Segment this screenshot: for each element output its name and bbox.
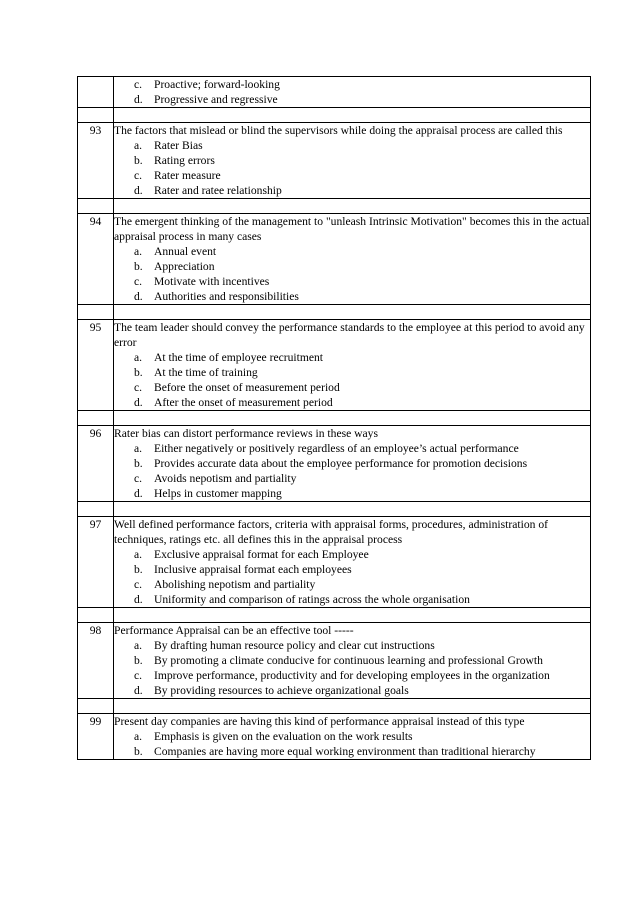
question-body-cell <box>114 320 591 411</box>
continuation-number-cell <box>78 77 114 108</box>
option-item <box>134 471 590 486</box>
separator-body-cell <box>114 305 591 320</box>
question-row <box>78 714 591 760</box>
option-letter: a. <box>134 548 143 561</box>
option-letter: d. <box>134 487 143 500</box>
question-number: 98 <box>78 623 114 699</box>
continuation-row <box>78 77 591 108</box>
question-text: The team leader should convey the performance standards to the employee at this period to avoid any error <box>114 321 585 349</box>
option-text: Before the onset of measurement period <box>154 381 340 394</box>
separator-row <box>78 108 591 123</box>
question-number: 97 <box>78 517 114 608</box>
option-text: Authorities and responsibilities <box>154 290 299 303</box>
option-text: Inclusive appraisal format each employees <box>154 563 352 576</box>
option-text: Helps in customer mapping <box>154 487 282 500</box>
question-row <box>78 123 591 199</box>
option-text: Motivate with incentives <box>154 275 270 288</box>
question-number: 96 <box>78 426 114 502</box>
option-letter: a. <box>134 639 143 652</box>
option-text: Emphasis is given on the evaluation on the work results <box>154 730 413 743</box>
option-text: At the time of training <box>154 366 258 379</box>
separator-number-cell <box>78 699 114 714</box>
option-text: By promoting a climate conducive for continuous learning and professional Growth <box>154 654 543 667</box>
question-text: Performance Appraisal can be an effective tool ----- <box>114 624 354 637</box>
option-letter: c. <box>134 669 143 682</box>
separator-number-cell <box>78 108 114 123</box>
separator-body-cell <box>114 608 591 623</box>
question-number: 93 <box>78 123 114 199</box>
option-letter: b. <box>134 745 143 758</box>
option-item <box>134 350 590 365</box>
options-list <box>114 138 590 198</box>
continuation-options-cell <box>114 77 591 108</box>
option-text: Uniformity and comparison of ratings across the whole organisation <box>154 593 470 606</box>
separator-row <box>78 199 591 214</box>
option-item <box>134 456 590 471</box>
separator-body-cell <box>114 199 591 214</box>
question-text: Rater bias can distort performance reviews in these ways <box>114 427 378 440</box>
option-letter: a. <box>134 442 143 455</box>
question-row <box>78 214 591 305</box>
option-item <box>134 92 590 107</box>
option-item <box>134 259 590 274</box>
option-letter: c. <box>134 78 143 91</box>
option-item <box>134 168 590 183</box>
option-text: Proactive; forward-looking <box>154 78 280 91</box>
option-letter: c. <box>134 472 143 485</box>
option-letter: c. <box>134 578 143 591</box>
option-text: By drafting human resource policy and clear cut instructions <box>154 639 435 652</box>
option-item <box>134 274 590 289</box>
option-letter: b. <box>134 366 143 379</box>
option-text: Companies are having more equal working environment than traditional hierarchy <box>154 745 536 758</box>
question-body-cell <box>114 426 591 502</box>
question-body-cell <box>114 517 591 608</box>
option-item <box>134 653 590 668</box>
option-item <box>134 668 590 683</box>
options-list <box>114 729 590 759</box>
options-list <box>114 547 590 607</box>
option-text: By providing resources to achieve organizational goals <box>154 684 409 697</box>
option-letter: d. <box>134 396 143 409</box>
option-text: Exclusive appraisal format for each Employee <box>154 548 369 561</box>
separator-row <box>78 699 591 714</box>
question-table-body <box>78 77 591 760</box>
question-body-cell <box>114 714 591 760</box>
option-text: Appreciation <box>154 260 215 273</box>
option-letter: c. <box>134 381 143 394</box>
option-letter: a. <box>134 139 143 152</box>
option-text: Abolishing nepotism and partiality <box>154 578 316 591</box>
option-letter: b. <box>134 260 143 273</box>
option-item <box>134 365 590 380</box>
option-item <box>134 138 590 153</box>
question-row <box>78 426 591 502</box>
option-text: Annual event <box>154 245 217 258</box>
option-text: At the time of employee recruitment <box>154 351 324 364</box>
option-item <box>134 395 590 410</box>
option-item <box>134 153 590 168</box>
options-list <box>114 350 590 410</box>
option-item <box>134 183 590 198</box>
option-text: Avoids nepotism and partiality <box>154 472 297 485</box>
option-letter: b. <box>134 654 143 667</box>
separator-number-cell <box>78 411 114 426</box>
option-text: Rater measure <box>154 169 221 182</box>
option-letter: a. <box>134 730 143 743</box>
option-item <box>134 486 590 501</box>
option-item <box>134 547 590 562</box>
question-table <box>77 76 591 760</box>
separator-body-cell <box>114 699 591 714</box>
question-body-cell <box>114 214 591 305</box>
option-letter: d. <box>134 184 143 197</box>
option-letter: c. <box>134 275 143 288</box>
option-letter: b. <box>134 563 143 576</box>
separator-row <box>78 502 591 517</box>
option-item <box>134 244 590 259</box>
separator-body-cell <box>114 108 591 123</box>
option-item <box>134 562 590 577</box>
option-text: After the onset of measurement period <box>154 396 333 409</box>
option-item <box>134 577 590 592</box>
option-letter: a. <box>134 245 143 258</box>
separator-row <box>78 411 591 426</box>
option-letter: b. <box>134 457 143 470</box>
separator-body-cell <box>114 502 591 517</box>
option-text: Progressive and regressive <box>154 93 278 106</box>
separator-number-cell <box>78 608 114 623</box>
option-letter: b. <box>134 154 143 167</box>
continuation-options <box>114 77 590 107</box>
separator-body-cell <box>114 411 591 426</box>
question-row <box>78 320 591 411</box>
option-item <box>134 77 590 92</box>
question-text: The factors that mislead or blind the supervisors while doing the appraisal process are called this <box>114 124 563 137</box>
option-letter: a. <box>134 351 143 364</box>
question-row <box>78 517 591 608</box>
option-text: Rater Bias <box>154 139 203 152</box>
option-item <box>134 683 590 698</box>
option-letter: d. <box>134 684 143 697</box>
option-letter: d. <box>134 93 143 106</box>
question-number: 95 <box>78 320 114 411</box>
option-text: Rater and ratee relationship <box>154 184 282 197</box>
question-number: 99 <box>78 714 114 760</box>
options-list <box>114 244 590 304</box>
separator-row <box>78 608 591 623</box>
question-text: Present day companies are having this kind of performance appraisal instead of this type <box>114 715 525 728</box>
option-item <box>134 289 590 304</box>
option-item <box>134 441 590 456</box>
question-body-cell <box>114 123 591 199</box>
separator-number-cell <box>78 502 114 517</box>
option-item <box>134 744 590 759</box>
separator-number-cell <box>78 305 114 320</box>
option-letter: c. <box>134 169 143 182</box>
option-text: Rating errors <box>154 154 215 167</box>
question-number: 94 <box>78 214 114 305</box>
option-letter: d. <box>134 290 143 303</box>
options-list <box>114 638 590 698</box>
option-item <box>134 638 590 653</box>
option-letter: d. <box>134 593 143 606</box>
option-item <box>134 729 590 744</box>
options-list <box>114 441 590 501</box>
question-text: The emergent thinking of the management to "unleash Intrinsic Motivation" becomes this in the actual appraisal process in many cases <box>114 215 590 243</box>
option-item <box>134 380 590 395</box>
option-text: Either negatively or positively regardless of an employee’s actual performance <box>154 442 519 455</box>
separator-row <box>78 305 591 320</box>
option-text: Improve performance, productivity and for developing employees in the organization <box>154 669 550 682</box>
separator-number-cell <box>78 199 114 214</box>
option-item <box>134 592 590 607</box>
question-row <box>78 623 591 699</box>
question-body-cell <box>114 623 591 699</box>
option-text: Provides accurate data about the employee performance for promotion decisions <box>154 457 528 470</box>
question-text: Well defined performance factors, criteria with appraisal forms, procedures, administration of techniques, ratings etc. all defines this in the appraisal process <box>114 518 548 546</box>
